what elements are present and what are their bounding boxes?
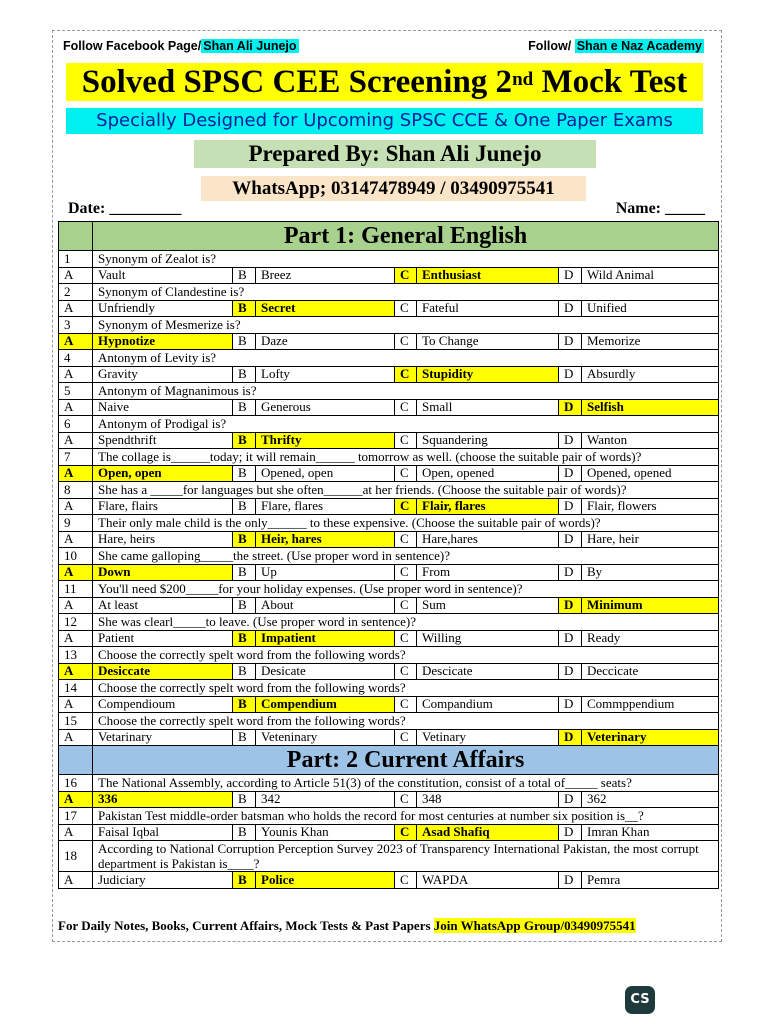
question-row: [59, 416, 719, 433]
question-text: Choose the correctly spelt word from the following words?: [93, 680, 719, 697]
follow-facebook: [63, 38, 299, 54]
option-letter: A: [59, 465, 93, 482]
options-row: [59, 399, 719, 416]
question-number: 5: [59, 383, 93, 400]
correct-option-text: Down: [93, 564, 233, 581]
option-letter: C: [395, 824, 417, 841]
option-letter: D: [559, 663, 582, 680]
option-letter: D: [559, 333, 582, 350]
option-letter: C: [395, 333, 417, 350]
options-row: [59, 531, 719, 548]
option-letter: C: [395, 872, 417, 889]
option-letter: A: [59, 872, 93, 889]
option-text: Fateful: [417, 300, 559, 317]
option-text: Pemra: [582, 872, 719, 889]
option-text: Squandering: [417, 432, 559, 449]
option-text: Memorize: [582, 333, 719, 350]
option-text: Lofty: [256, 366, 395, 383]
mcq-body: [59, 222, 719, 889]
question-number: 3: [59, 317, 93, 334]
correct-option-text: Veterinary: [582, 729, 719, 746]
options-row: [59, 498, 719, 515]
option-text: Hare, heirs: [93, 531, 233, 548]
question-row: [59, 680, 719, 697]
option-text: Opened, opened: [582, 465, 719, 482]
follow-academy-label: Follow/: [528, 39, 572, 53]
option-letter: C: [395, 465, 417, 482]
option-text: Unified: [582, 300, 719, 317]
name-field: Name: _____: [615, 200, 705, 217]
options-row: [59, 366, 719, 383]
option-text: About: [256, 597, 395, 614]
option-text: Compandium: [417, 696, 559, 713]
camscanner-logo: CS: [625, 986, 655, 1014]
question-text: She came galloping_____the street. (Use proper word in sentence)?: [93, 548, 719, 565]
question-row: [59, 808, 719, 825]
question-text: Synonym of Clandestine is?: [93, 284, 719, 301]
question-number: 13: [59, 647, 93, 664]
options-row: [59, 597, 719, 614]
question-number: 14: [59, 680, 93, 697]
question-row: [59, 841, 719, 872]
option-text: Vault: [93, 267, 233, 284]
question-text: She was clearl_____to leave. (Use proper word in sentence)?: [93, 614, 719, 631]
option-text: Deccicate: [582, 663, 719, 680]
option-text: Veteninary: [256, 729, 395, 746]
option-letter: A: [59, 366, 93, 383]
option-letter: C: [395, 729, 417, 746]
question-number: 2: [59, 284, 93, 301]
correct-option-text: Thrifty: [256, 432, 395, 449]
correct-option-text: Compendium: [256, 696, 395, 713]
section-title: Part: 2 Current Affairs: [93, 746, 719, 775]
option-letter: C: [395, 791, 417, 808]
option-text: Younis Khan: [256, 824, 395, 841]
option-text: At least: [93, 597, 233, 614]
option-text: Vetarinary: [93, 729, 233, 746]
correct-option-text: Impatient: [256, 630, 395, 647]
option-letter: D: [559, 531, 582, 548]
correct-option-text: Minimum: [582, 597, 719, 614]
correct-option-text: Desiccate: [93, 663, 233, 680]
option-letter: D: [559, 366, 582, 383]
option-text: Unfriendly: [93, 300, 233, 317]
option-text: Open, opened: [417, 465, 559, 482]
option-letter: B: [233, 498, 256, 515]
question-text: The National Assembly, according to Article 51(3) of the constitution, consist of a total of_____ seats?: [93, 775, 719, 792]
question-number: 7: [59, 449, 93, 466]
question-number: 1: [59, 251, 93, 268]
option-letter: B: [233, 267, 256, 284]
option-letter: A: [59, 432, 93, 449]
option-text: Absurdly: [582, 366, 719, 383]
option-letter: A: [59, 791, 93, 808]
title-prefix: Solved SPSC CEE Screening 2: [81, 64, 513, 100]
option-letter: D: [559, 872, 582, 889]
option-text: Hare, heir: [582, 531, 719, 548]
option-text: Flair, flowers: [582, 498, 719, 515]
option-letter: C: [395, 432, 417, 449]
question-row: [59, 775, 719, 792]
options-row: [59, 791, 719, 808]
option-text: Judiciary: [93, 872, 233, 889]
option-letter: D: [559, 729, 582, 746]
option-text: Desicate: [256, 663, 395, 680]
options-row: [59, 465, 719, 482]
options-row: [59, 564, 719, 581]
question-number: 4: [59, 350, 93, 367]
option-text: Commppendium: [582, 696, 719, 713]
option-letter: B: [233, 729, 256, 746]
question-row: [59, 317, 719, 334]
question-number: 15: [59, 713, 93, 730]
options-row: [59, 300, 719, 317]
option-letter: A: [59, 630, 93, 647]
option-letter: C: [395, 663, 417, 680]
question-number: 18: [59, 841, 93, 872]
option-text: Breez: [256, 267, 395, 284]
question-text: Pakistan Test middle-order batsman who holds the record for most centuries at number six position is__?: [93, 808, 719, 825]
question-row: [59, 449, 719, 466]
option-letter: C: [395, 630, 417, 647]
option-letter: B: [233, 531, 256, 548]
option-text: Willing: [417, 630, 559, 647]
question-text: The collage is______today; it will remain______ tomorrow as well. (choose the suitable pair of words)?: [93, 449, 719, 466]
option-letter: B: [233, 333, 256, 350]
correct-option-text: Asad Shafiq: [417, 824, 559, 841]
option-letter: A: [59, 498, 93, 515]
date-field: Date: _________: [68, 200, 182, 217]
question-text: Synonym of Mesmerize is?: [93, 317, 719, 334]
question-text: Antonym of Levity is?: [93, 350, 719, 367]
option-letter: B: [233, 465, 256, 482]
section-header-blank: [59, 222, 93, 251]
option-letter: D: [559, 300, 582, 317]
options-row: [59, 267, 719, 284]
option-letter: B: [233, 872, 256, 889]
correct-option-text: Heir, hares: [256, 531, 395, 548]
option-text: Up: [256, 564, 395, 581]
correct-option-text: Enthusiast: [417, 267, 559, 284]
question-text: According to National Corruption Perception Survey 2023 of Transparency International Pakistan, the most corrupt department is Pakistan is____?: [93, 841, 719, 872]
option-letter: D: [559, 432, 582, 449]
option-text: 362: [582, 791, 719, 808]
option-text: Compendioum: [93, 696, 233, 713]
question-text: Their only male child is the only______ to these expensive. (Choose the suitable pair of words)?: [93, 515, 719, 532]
option-text: Daze: [256, 333, 395, 350]
option-text: Wild Animal: [582, 267, 719, 284]
option-text: Flare, flairs: [93, 498, 233, 515]
option-text: Sum: [417, 597, 559, 614]
options-row: [59, 872, 719, 889]
follow-facebook-name[interactable]: Shan Ali Junejo: [203, 39, 297, 53]
option-text: Wanton: [582, 432, 719, 449]
section-header: [59, 746, 719, 775]
question-text: You'll need $200_____for your holiday expenses. (Use proper word in sentence)?: [93, 581, 719, 598]
correct-option-text: Open, open: [93, 465, 233, 482]
question-row: [59, 515, 719, 532]
option-letter: A: [59, 597, 93, 614]
question-number: 8: [59, 482, 93, 499]
option-letter: A: [59, 729, 93, 746]
option-letter: A: [59, 564, 93, 581]
section-header: [59, 222, 719, 251]
option-letter: C: [395, 498, 417, 515]
page-title: [66, 63, 703, 101]
option-text: Opened, open: [256, 465, 395, 482]
option-letter: B: [233, 399, 256, 416]
option-text: Spendthrift: [93, 432, 233, 449]
question-number: 12: [59, 614, 93, 631]
option-letter: B: [233, 564, 256, 581]
option-letter: C: [395, 597, 417, 614]
page-subtitle: Specially Designed for Upcoming SPSC CCE & One Paper Exams: [66, 108, 703, 134]
option-text: Faisal Iqbal: [93, 824, 233, 841]
question-text: Choose the correctly spelt word from the following words?: [93, 647, 719, 664]
question-row: [59, 614, 719, 631]
option-text: Small: [417, 399, 559, 416]
option-letter: D: [559, 498, 582, 515]
option-letter: D: [559, 399, 582, 416]
footer-text: For Daily Notes, Books, Current Affairs, Mock Tests & Past Papers: [58, 918, 434, 933]
option-text: Gravity: [93, 366, 233, 383]
options-row: [59, 333, 719, 350]
question-text: Synonym of Zealot is?: [93, 251, 719, 268]
correct-option-text: 336: [93, 791, 233, 808]
option-letter: D: [559, 564, 582, 581]
correct-option-text: Hypnotize: [93, 333, 233, 350]
option-text: Ready: [582, 630, 719, 647]
correct-option-text: Flair, flares: [417, 498, 559, 515]
option-letter: D: [559, 791, 582, 808]
footer-note: [58, 918, 636, 934]
correct-option-text: Selfish: [582, 399, 719, 416]
section-title: Part 1: General English: [93, 222, 719, 251]
option-letter: C: [395, 267, 417, 284]
mcq-table: [58, 221, 719, 889]
question-number: 11: [59, 581, 93, 598]
option-letter: C: [395, 564, 417, 581]
option-letter: C: [395, 366, 417, 383]
option-letter: D: [559, 267, 582, 284]
correct-option-text: Secret: [256, 300, 395, 317]
question-number: 9: [59, 515, 93, 532]
option-text: From: [417, 564, 559, 581]
options-row: [59, 663, 719, 680]
option-text: Imran Khan: [582, 824, 719, 841]
options-row: [59, 824, 719, 841]
prepared-by: Prepared By: Shan Ali Junejo: [194, 140, 596, 168]
option-letter: D: [559, 696, 582, 713]
option-letter: C: [395, 531, 417, 548]
option-letter: B: [233, 824, 256, 841]
question-number: 6: [59, 416, 93, 433]
option-letter: A: [59, 696, 93, 713]
title-suffix: Mock Test: [533, 64, 688, 100]
option-text: Naive: [93, 399, 233, 416]
option-text: Descicate: [417, 663, 559, 680]
option-letter: D: [559, 824, 582, 841]
option-letter: B: [233, 597, 256, 614]
whatsapp-contact: WhatsApp; 03147478949 / 03490975541: [201, 176, 586, 201]
question-row: [59, 713, 719, 730]
question-text: Antonym of Magnanimous is?: [93, 383, 719, 400]
option-letter: C: [395, 300, 417, 317]
question-row: [59, 251, 719, 268]
follow-academy: [528, 38, 704, 54]
question-row: [59, 581, 719, 598]
question-row: [59, 383, 719, 400]
option-text: Patient: [93, 630, 233, 647]
option-text: Hare,hares: [417, 531, 559, 548]
follow-facebook-label: Follow Facebook Page/: [63, 39, 202, 53]
question-row: [59, 350, 719, 367]
option-letter: A: [59, 333, 93, 350]
option-letter: D: [559, 465, 582, 482]
correct-option-text: Police: [256, 872, 395, 889]
question-number: 17: [59, 808, 93, 825]
option-letter: B: [233, 630, 256, 647]
options-row: [59, 432, 719, 449]
option-text: Flare, flares: [256, 498, 395, 515]
option-text: WAPDA: [417, 872, 559, 889]
follow-academy-name[interactable]: Shan e Naz Academy: [576, 39, 702, 53]
option-letter: B: [233, 791, 256, 808]
option-text: 348: [417, 791, 559, 808]
question-number: 16: [59, 775, 93, 792]
question-row: [59, 482, 719, 499]
question-row: [59, 647, 719, 664]
option-letter: D: [559, 597, 582, 614]
option-letter: B: [233, 696, 256, 713]
question-number: 10: [59, 548, 93, 565]
option-letter: B: [233, 366, 256, 383]
question-row: [59, 548, 719, 565]
option-text: Vetinary: [417, 729, 559, 746]
options-row: [59, 696, 719, 713]
option-letter: A: [59, 824, 93, 841]
option-letter: B: [233, 663, 256, 680]
options-row: [59, 630, 719, 647]
option-letter: B: [233, 300, 256, 317]
option-text: To Change: [417, 333, 559, 350]
options-row: [59, 729, 719, 746]
option-letter: A: [59, 300, 93, 317]
title-sup: nd: [512, 69, 534, 90]
option-letter: D: [559, 630, 582, 647]
question-text: Antonym of Prodigal is?: [93, 416, 719, 433]
option-letter: B: [233, 432, 256, 449]
option-letter: A: [59, 399, 93, 416]
option-letter: A: [59, 531, 93, 548]
option-text: Generous: [256, 399, 395, 416]
section-header-blank: [59, 746, 93, 775]
option-letter: C: [395, 696, 417, 713]
option-text: By: [582, 564, 719, 581]
option-letter: A: [59, 663, 93, 680]
question-text: Choose the correctly spelt word from the following words?: [93, 713, 719, 730]
option-text: 342: [256, 791, 395, 808]
option-letter: C: [395, 399, 417, 416]
correct-option-text: Stupidity: [417, 366, 559, 383]
question-row: [59, 284, 719, 301]
footer-whatsapp-group[interactable]: Join WhatsApp Group/03490975541: [433, 918, 636, 933]
question-text: She has a _____for languages but she often______at her friends. (Choose the suitable pair of words)?: [93, 482, 719, 499]
option-letter: A: [59, 267, 93, 284]
